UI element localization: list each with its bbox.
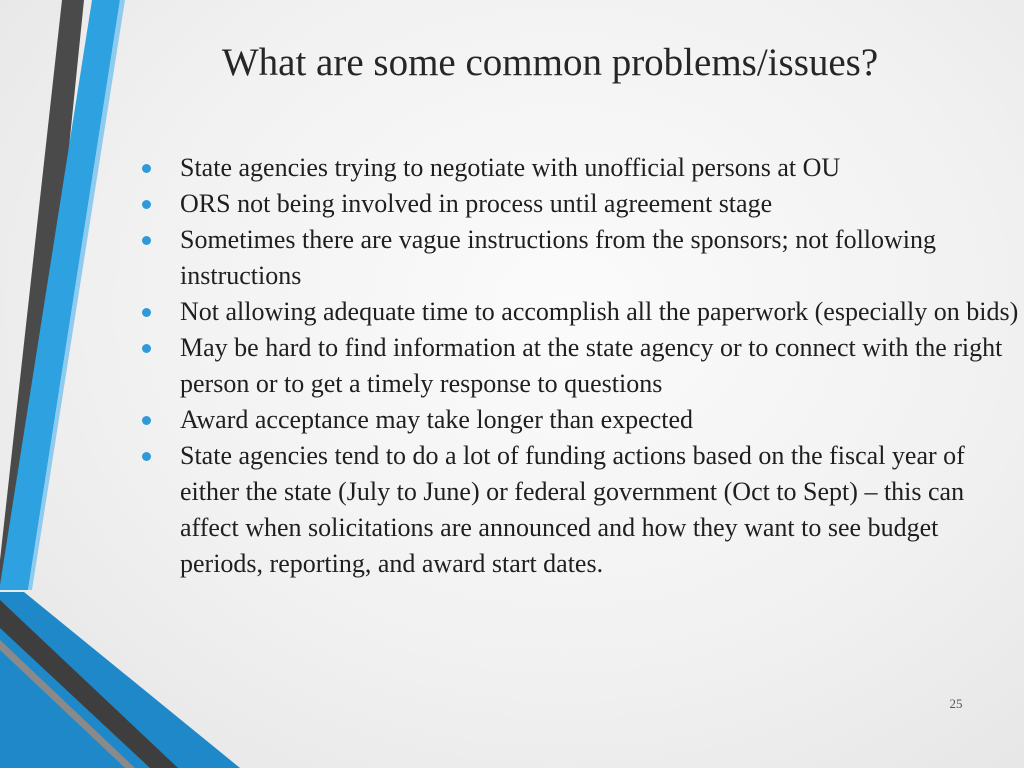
bullet-text: Award acceptance may take longer than expected bbox=[180, 405, 694, 434]
bullet-text: ORS not being involved in process until agreement stage bbox=[180, 189, 773, 218]
bullet-dot-icon bbox=[142, 452, 151, 461]
bullet-dot-icon bbox=[142, 200, 151, 209]
bullet-item bbox=[180, 402, 1020, 438]
bullet-item bbox=[180, 222, 1020, 294]
bullet-text: Not allowing adequate time to accomplish all the paperwork (especially on bids) bbox=[180, 297, 1019, 326]
bullet-item bbox=[180, 438, 1020, 582]
bullet-text: State agencies tend to do a lot of funding actions based on the fiscal year of either the state (July to June) or federal government (Oct to Sept) – this can affect when solicitations are announced and how they want to see budget periods, reporting, and award start dates. bbox=[180, 441, 965, 578]
bullet-dot-icon bbox=[142, 344, 151, 353]
bullet-item bbox=[180, 330, 1020, 402]
bullet-text: Sometimes there are vague instructions from the sponsors; not following instructions bbox=[180, 225, 937, 290]
bullet-item bbox=[180, 186, 1020, 222]
bullet-list bbox=[180, 150, 1020, 582]
bullet-dot-icon bbox=[142, 236, 151, 245]
bullet-text: State agencies trying to negotiate with unofficial persons at OU bbox=[180, 153, 841, 182]
slide-title: What are some common problems/issues? bbox=[221, 41, 879, 84]
bullet-text: May be hard to find information at the state agency or to connect with the right person or to get a timely response to questions bbox=[180, 333, 1003, 398]
bullet-dot-icon bbox=[142, 308, 151, 317]
bullet-dot-icon bbox=[142, 416, 151, 425]
bullet-item bbox=[180, 294, 1020, 330]
bullet-dot-icon bbox=[142, 164, 151, 173]
page-number: 25 bbox=[949, 696, 963, 711]
bullet-item bbox=[180, 150, 1020, 186]
